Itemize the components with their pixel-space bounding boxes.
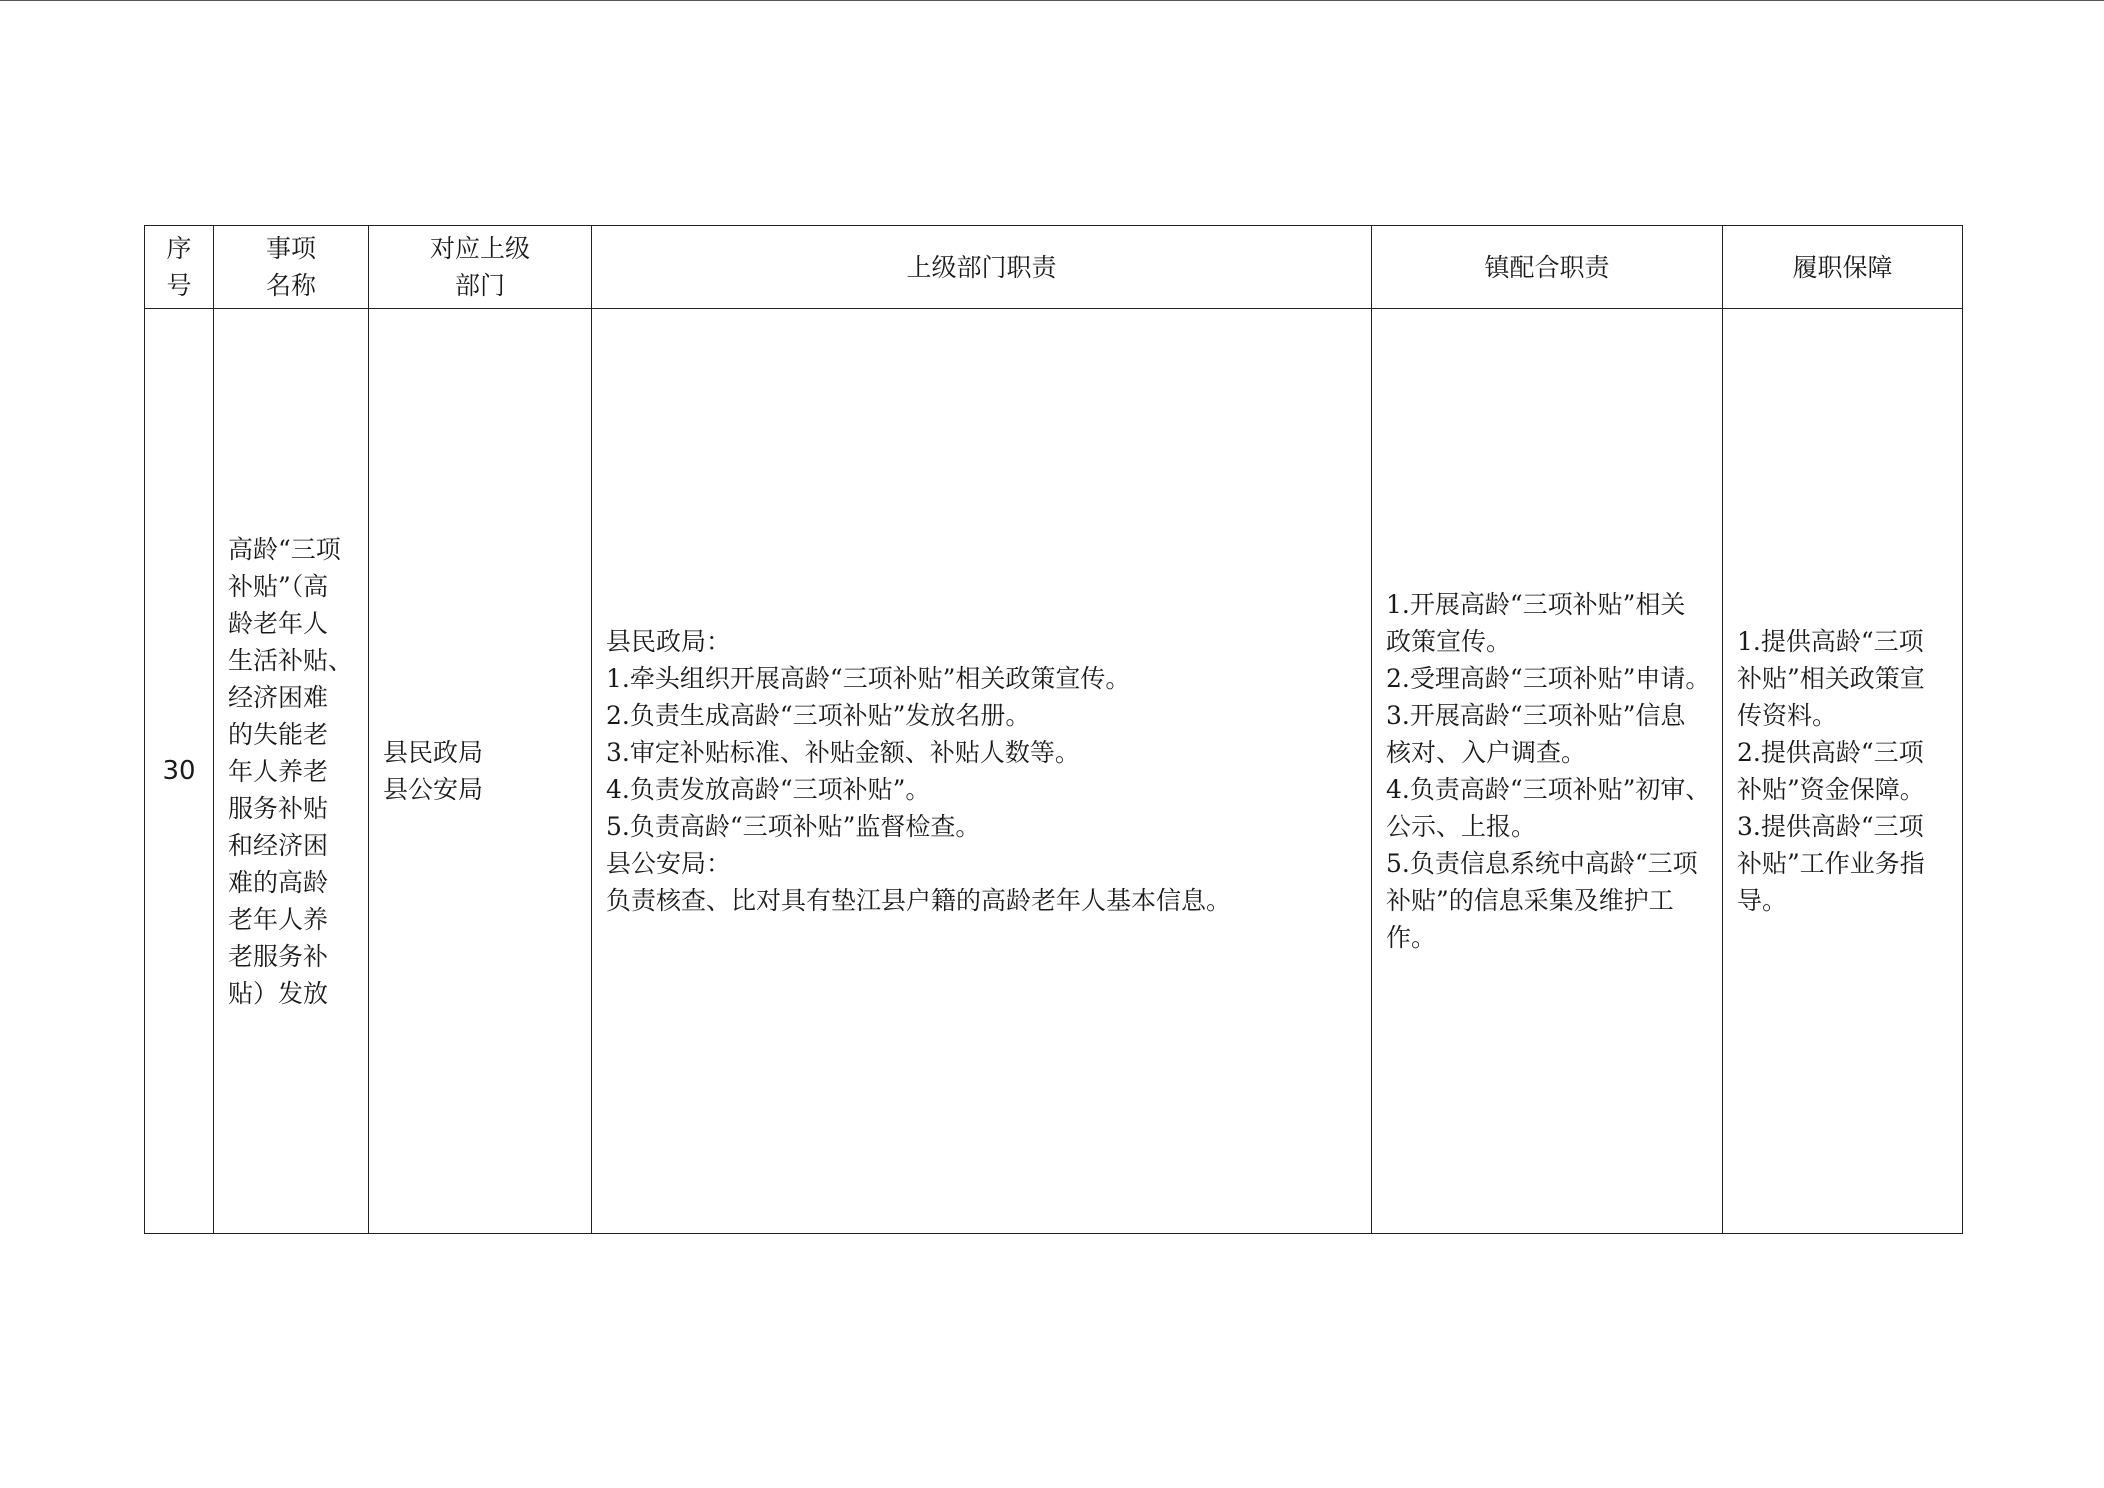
cell-seq [145, 309, 214, 1234]
town-duty-line: 政策宣传。 [1386, 627, 1512, 656]
item-name-line: 老年人养 [228, 904, 329, 934]
cell-item-name [214, 309, 369, 1234]
header-superior-duty: 上级部门职责 [592, 226, 1372, 309]
header-guarantee: 履职保障 [1723, 226, 1963, 309]
cell-guarantees [1723, 309, 1963, 1234]
guarantee-line: 补贴”相关政策宣 [1737, 664, 1925, 693]
duty-line: 1.牵头组织开展高龄“三项补贴”相关政策宣传。 [606, 664, 1131, 693]
town-duty-line: 2.受理高龄“三项补贴”申请。 [1386, 664, 1711, 693]
header-item-line: 名称 [265, 271, 316, 300]
header-seq-line: 序 [166, 234, 192, 263]
guarantee-line: 3.提供高龄“三项 [1737, 812, 1924, 841]
guarantee-line: 2.提供高龄“三项 [1737, 738, 1924, 767]
item-name-line: 龄老年人 [228, 608, 329, 638]
cell-superior-duties [592, 309, 1372, 1234]
header-seq [145, 226, 214, 309]
cell-departments [369, 309, 592, 1234]
duty-line: 3.审定补贴标准、补贴金额、补贴人数等。 [606, 738, 1080, 767]
page-top-border [0, 0, 2104, 1]
table-header-row [145, 226, 1963, 309]
row-number: 30 [162, 756, 196, 786]
item-name-line: 和经济困 [228, 830, 329, 860]
item-name-line: 难的高龄 [228, 867, 329, 897]
header-department [369, 226, 592, 309]
item-name-line: 贴）发放 [228, 978, 329, 1008]
guarantee-line: 补贴”工作业务指 [1737, 849, 1925, 878]
header-item-name [214, 226, 369, 309]
item-name-line: 生活补贴、 [228, 645, 354, 675]
item-name-line: 的失能老 [228, 719, 329, 749]
town-duty-line: 核对、入户调查。 [1386, 738, 1587, 767]
header-seq-line: 号 [166, 271, 192, 300]
item-name-line: 年人养老 [228, 756, 329, 786]
item-name-line: 经济困难 [228, 682, 329, 712]
table-row [145, 309, 1963, 1234]
header-item-line: 事项 [265, 234, 316, 263]
cell-town-duties [1372, 309, 1723, 1234]
town-duty-line: 5.负责信息系统中高龄“三项 [1386, 849, 1698, 878]
item-name-line: 老服务补 [228, 941, 329, 971]
guarantee-line: 传资料。 [1737, 701, 1838, 730]
header-town-duty: 镇配合职责 [1372, 226, 1723, 309]
duty-line: 县民政局： [606, 627, 732, 656]
town-duty-line: 公示、上报。 [1386, 812, 1537, 841]
header-dept-line: 对应上级 [429, 234, 530, 263]
guarantee-line: 1.提供高龄“三项 [1737, 627, 1924, 656]
department-line: 县民政局 [383, 738, 484, 767]
duty-line: 2.负责生成高龄“三项补贴”发放名册。 [606, 701, 1031, 730]
department-line: 县公安局 [383, 775, 484, 804]
item-name-line: 高龄“三项 [228, 534, 341, 564]
header-dept-line: 部门 [454, 271, 505, 300]
guarantee-line: 补贴”资金保障。 [1737, 775, 1925, 804]
town-duty-line: 4.负责高龄“三项补贴”初审、 [1386, 775, 1711, 804]
duty-line: 负责核查、比对具有垫江县户籍的高龄老年人基本信息。 [606, 886, 1232, 915]
town-duty-line: 补贴”的信息采集及维护工 [1386, 886, 1674, 915]
town-duty-line: 1.开展高龄“三项补贴”相关 [1386, 590, 1686, 619]
duty-line: 县公安局： [606, 849, 732, 878]
item-name-line: 服务补贴 [228, 793, 329, 823]
item-name-line: 补贴”（高 [228, 571, 329, 601]
duty-line: 5.负责高龄“三项补贴”监督检查。 [606, 812, 981, 841]
town-duty-line: 3.开展高龄“三项补贴”信息 [1386, 701, 1686, 730]
guarantee-line: 导。 [1737, 886, 1788, 915]
duty-line: 4.负责发放高龄“三项补贴”。 [606, 775, 931, 804]
responsibility-table [144, 225, 1963, 1234]
town-duty-line: 作。 [1386, 923, 1437, 952]
